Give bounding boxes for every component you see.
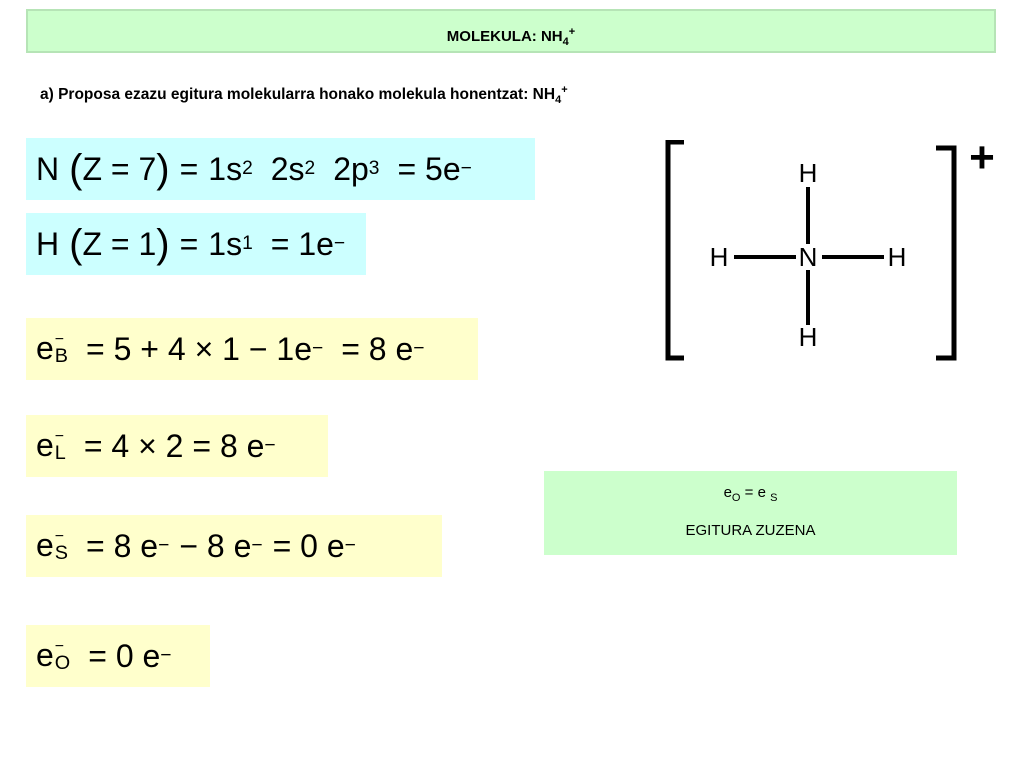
bonding-electrons-formula — [26, 318, 478, 380]
formula-result: = 0 e — [272, 528, 345, 564]
lewis-structure-diagram — [656, 140, 1006, 365]
orbital-exponent: 3 — [368, 158, 380, 180]
electron-symbol: e − O — [36, 637, 71, 675]
electron-symbol: e − B — [36, 330, 69, 368]
electron-count: = 1e — [270, 226, 334, 262]
orbital: 2s — [270, 151, 305, 187]
verdict-text: EGITURA ZUZENA — [685, 522, 816, 539]
left-bracket — [668, 142, 684, 358]
orbital: 1s — [208, 226, 243, 262]
right-bracket — [936, 148, 954, 358]
orbital-exponent: 2 — [242, 158, 253, 180]
title-text: MOLEKULA: NH — [446, 28, 563, 45]
question-subscript: 4 — [555, 94, 562, 107]
shared-electrons-formula — [26, 515, 442, 577]
title-subscript: 4 — [562, 36, 569, 48]
atom-right: H — [887, 242, 907, 272]
result-box — [544, 471, 957, 555]
charge-sign: − — [312, 338, 324, 360]
charge-sign: − — [333, 233, 346, 255]
orbital-exponent: 2 — [304, 158, 316, 180]
formula-result: = 8 e — [341, 331, 414, 367]
orbital: 1s — [208, 151, 243, 187]
formula-expression: = 4 × 2 = 8 e — [83, 428, 265, 464]
charge-sign: − — [158, 535, 170, 557]
element-symbol: N — [36, 151, 60, 187]
atomic-number: Z = 7 — [82, 151, 157, 187]
formula-expression: − 8 e — [179, 528, 252, 564]
charge-sign: − — [344, 535, 356, 557]
title-superscript: + — [568, 26, 576, 38]
charge-sign: − — [413, 338, 425, 360]
atom-left: H — [709, 242, 729, 272]
atomic-number: Z = 1 — [82, 226, 157, 262]
element-symbol: H — [36, 226, 60, 262]
hydrogen-config-formula: H ( Z = 1 ) = 1s 1 = 1e − — [26, 213, 366, 275]
question-superscript: + — [561, 84, 568, 96]
question-text: a) Proposa ezazu egitura molekularra honako molekula honentzat: NH — [40, 86, 556, 103]
octet-electrons-formula — [26, 625, 210, 687]
orbital-exponent: 1 — [242, 233, 253, 255]
orbital: 2p — [333, 151, 369, 187]
charge-sign: − — [251, 535, 263, 557]
charge-sign: − — [460, 158, 472, 180]
electron-symbol: e − S — [36, 527, 69, 565]
lone-electrons-formula — [26, 415, 328, 477]
atom-top: H — [798, 158, 818, 188]
nitrogen-config-formula: N ( Z = 7 ) = 1s 2 2s 2 2p 3 = 5e − — [26, 138, 535, 200]
electron-count: = 5e — [397, 151, 461, 187]
comparison-text: $e_O = e$ $_S$ — [723, 484, 778, 504]
charge-sign: − — [264, 435, 276, 457]
slide-title — [26, 9, 996, 53]
formula-expression: = 8 e — [86, 528, 159, 564]
formula-expression: = 5 + 4 × 1 − 1e — [86, 331, 312, 367]
ion-charge: + — [969, 140, 995, 182]
atom-central: N — [798, 242, 818, 272]
atom-bottom: H — [798, 322, 818, 352]
question-prompt — [40, 84, 568, 106]
formula-result: = 0 e — [88, 638, 161, 674]
electron-symbol: e − L — [36, 427, 66, 465]
charge-sign: − — [160, 645, 172, 667]
